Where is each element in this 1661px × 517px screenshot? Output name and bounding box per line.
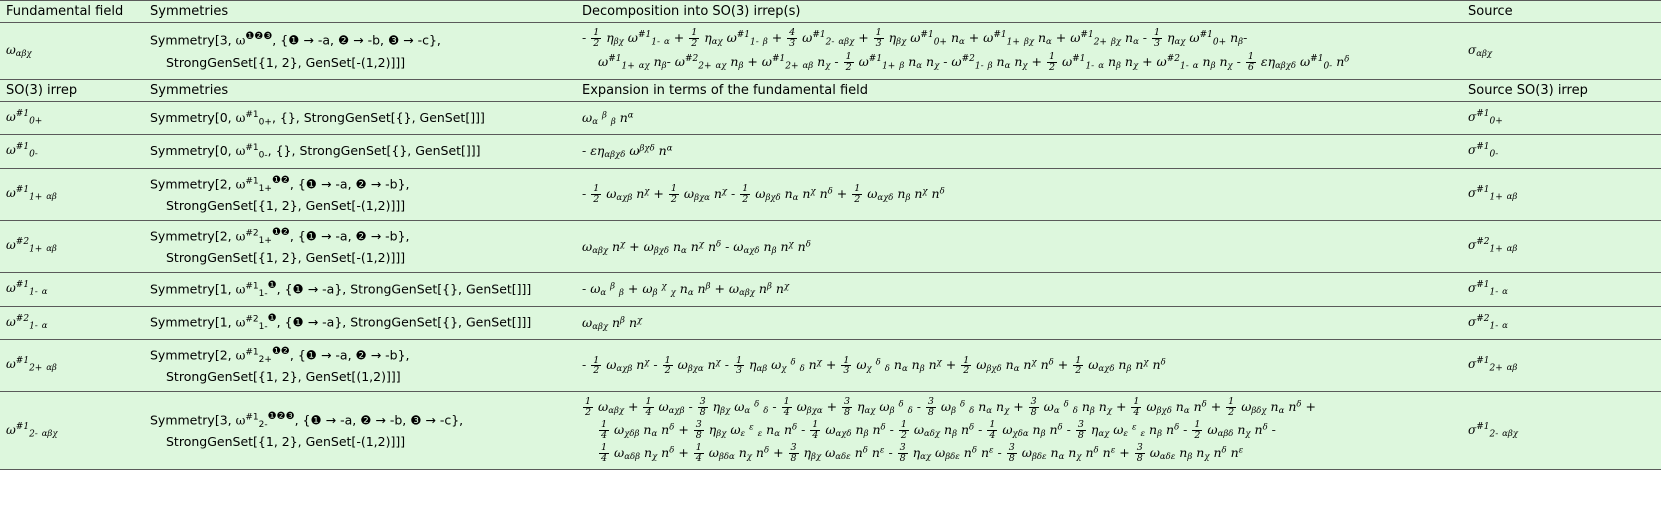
table-header-row-mid (0, 80, 1661, 102)
row-field-label: $\omega^{\#1}_{2+}$ $_{\alpha\beta}$ (0, 339, 144, 391)
row-field-label: $\omega^{\#2}_{1-}$ $_\alpha$ (0, 306, 144, 339)
table-row (0, 220, 1661, 272)
table-row (0, 23, 1661, 80)
row-source: $\sigma^{\#2}_{1-}$ $_\alpha$ (1462, 306, 1661, 339)
table-row (0, 102, 1661, 135)
row-symmetry: Symmetry[3, $\omega^{\#1}_{2-}^{❶❷❸}$, {❶ → -a, ❷ → -b, ❸ → -c}, StrongGenSet[{1, 2}, GenSet[-(1,2)]]] (144, 392, 576, 470)
row-field-label: $\omega^{\#1}_{1+}$ $_{\alpha\beta}$ (0, 168, 144, 220)
row-symmetry: Symmetry[1, $\omega^{\#2}_{1-}^❶$, {❶ → -a}, StrongGenSet[{}, GenSet[]]] (144, 306, 576, 339)
row-expansion: - $\frac{1}{2}$ $\omega_{\alpha\chi\beta}$ $n^\chi$ + $\frac{1}{2}$ $\omega_{\beta\chi\alpha}$ $n^\chi$ - $\frac{1}{2}$ $\omega_{\beta\chi\delta}$ $n_\alpha$ $n^\chi$ $n^\delta$ + $\frac{1}{2}$ $\omega_{\alpha\chi\delta}$ $n_\beta$ $n^\chi$ $n^\delta$ (576, 168, 1462, 220)
row-source: $\sigma_{\alpha\beta\chi}$ (1462, 23, 1661, 80)
header-expansion: Expansion in terms of the fundamental field (576, 80, 1462, 102)
row-source: $\sigma^{\#1}_{0+}$ (1462, 102, 1661, 135)
row-expansion: - $\frac{1}{2}$ $\omega_{\alpha\chi\beta}$ $n^\chi$ - $\frac{1}{2}$ $\omega_{\beta\chi\alpha}$ $n^\chi$ - $\frac{1}{3}$ $\eta_{\alpha\beta}$ $\omega_\chi$ $^\delta$ $_\delta$ $n^\chi$ + $\frac{1}{3}$ $\omega_\chi$ $^\delta$ $_\delta$ $n_\alpha$ $n_\beta$ $n^\chi$ + $\frac{1}{2}$ $\omega_{\beta\chi\delta}$ $n_\alpha$ $n^\chi$ $n^\delta$ + $\frac{1}{2}$ $\omega_{\alpha\chi\delta}$ $n_\beta$ $n^\chi$ $n^\delta$ (576, 339, 1462, 391)
row-field-label: $\omega^{\#1}_{1-}$ $_\alpha$ (0, 273, 144, 306)
table-row (0, 168, 1661, 220)
table-header-row-top (0, 1, 1661, 23)
row-decomposition: - $\frac{1}{2}$ $\eta_{\beta\chi}$ $\omega^{\#1}_{1-}$ $_\alpha$ + $\frac{1}{2}$ $\eta_{\alpha\chi}$ $\omega^{\#1}_{1-}$ $_\beta$ + $\frac{4}{3}$ $\omega^{\#1}_{2-}$ $_{\alpha\beta\chi}$ + $\frac{1}{3}$ $\eta_{\beta\chi}$ $\omega^{\#1}_{0+}$ $n_\alpha + \omega^{\#1}_{1+}$ $_{\beta\chi}$ $n_\alpha + \omega^{\#1}_{2+}$ $_{\beta\chi}$ $n_\alpha$ - $\frac{1}{3}$ $\eta_{\alpha\chi}$ $\omega^{\#1}_{0+}$ $n_\beta-$ $\omega^{\#1}_{1+}$ $_{\alpha\chi}$ $n_\beta-$ $\omega^{\#2}_{2+}$ $_{\alpha\chi}$ $n_\beta + \omega^{\#1}_{2+}$ $_{\alpha\beta}$ $n_\chi$ - $\frac{1}{2}$ $\omega^{\#1}_{1+}$ $_\beta$ $n_\alpha$ $n_\chi - \omega^{\#2}_{1-}$ $_\beta$ $n_\alpha$ $n_\chi$ + $\frac{1}{2}$ $\omega^{\#1}_{1-}$ $_\alpha$ $n_\beta$ $n_\chi + \omega^{\#2}_{1-}$ $_\alpha$ $n_\beta$ $n_\chi$ - $\frac{1}{6}$ $\varepsilon\eta_{\alpha\beta\chi\delta}$ $\omega^{\#1}_{0-}$ $n^\delta$ (576, 23, 1462, 80)
row-expansion: - $\omega_\alpha$ $^\beta$ $_\beta + \omega_\beta$ $^\chi$ $_\chi$ $n_\alpha$ $n^\beta + \omega_{\alpha\beta\chi}$ $n^\beta$ $n^\chi$ (576, 273, 1462, 306)
row-source: $\sigma^{\#1}_{2+}$ $_{\alpha\beta}$ (1462, 339, 1661, 391)
row-symmetry: Symmetry[2, $\omega^{\#1}_{2+}^{❶❷}$, {❶ → -a, ❷ → -b}, StrongGenSet[{1, 2}, GenSet[(1,2)]]] (144, 339, 576, 391)
row-expansion: - $\varepsilon\eta_{\alpha\beta\chi\delta}$ $\omega^{\beta\chi\delta}$ $n^\alpha$ (576, 135, 1462, 168)
row-field-label: $\omega^{\#2}_{1+}$ $_{\alpha\beta}$ (0, 220, 144, 272)
table-row (0, 306, 1661, 339)
row-source: $\sigma^{\#1}_{1+}$ $_{\alpha\beta}$ (1462, 168, 1661, 220)
row-symmetry: Symmetry[2, $\omega^{\#1}_{1+}^{❶❷}$, {❶ → -a, ❷ → -b}, StrongGenSet[{1, 2}, GenSet[-(1,2)]]] (144, 168, 576, 220)
row-field-label: $\omega_{\alpha\beta\chi}$ (0, 23, 144, 80)
row-source: $\sigma^{\#2}_{1+}$ $_{\alpha\beta}$ (1462, 220, 1661, 272)
row-source: $\sigma^{\#1}_{1-}$ $_\alpha$ (1462, 273, 1661, 306)
header-source-so3-irrep: Source SO(3) irrep (1462, 80, 1661, 102)
header-fundamental-field: Fundamental field (0, 1, 144, 23)
row-symmetry: Symmetry[2, $\omega^{\#2}_{1+}^{❶❷}$, {❶ → -a, ❷ → -b}, StrongGenSet[{1, 2}, GenSet[-(1,2)]]] (144, 220, 576, 272)
row-expansion: $\omega_{\alpha\beta\chi}$ $n^\beta$ $n^\chi$ (576, 306, 1462, 339)
row-symmetry: Symmetry[0, $\omega^{\#1}_{0+}$, {}, StrongGenSet[{}, GenSet[]]] (144, 102, 576, 135)
row-symmetry: Symmetry[0, $\omega^{\#1}_{0-}$, {}, StrongGenSet[{}, GenSet[]]] (144, 135, 576, 168)
header-so3-irrep: SO(3) irrep (0, 80, 144, 102)
row-source: $\sigma^{\#1}_{2-}$ $_{\alpha\beta\chi}$ (1462, 392, 1661, 470)
row-symmetry: Symmetry[1, $\omega^{\#1}_{1-}^❶$, {❶ → -a}, StrongGenSet[{}, GenSet[]]] (144, 273, 576, 306)
table-row (0, 392, 1661, 470)
header-decomposition: Decomposition into SO(3) irrep(s) (576, 1, 1462, 23)
table-row (0, 273, 1661, 306)
row-expansion: $\omega_{\alpha\beta\chi}$ $n^\chi + \omega_{\beta\chi\delta}$ $n_\alpha$ $n^\chi$ $n^\delta - \omega_{\alpha\chi\delta}$ $n_\beta$ $n^\chi$ $n^\delta$ (576, 220, 1462, 272)
row-symmetry: Symmetry[3, $\omega^{❶❷❸}$, {❶ → -a, ❷ → -b, ❸ → -c}, StrongGenSet[{1, 2}, GenSet[-(1,2)]]] (144, 23, 576, 80)
header-symmetries: Symmetries (144, 1, 576, 23)
row-field-label: $\omega^{\#1}_{0-}$ (0, 135, 144, 168)
row-field-label: $\omega^{\#1}_{2-}$ $_{\alpha\beta\chi}$ (0, 392, 144, 470)
header-source: Source (1462, 1, 1661, 23)
row-field-label: $\omega^{\#1}_{0+}$ (0, 102, 144, 135)
table-row (0, 135, 1661, 168)
table-row (0, 339, 1661, 391)
row-expansion: $\frac{1}{2}$ $\omega_{\alpha\beta\chi}$ + $\frac{1}{4}$ $\omega_{\alpha\chi\beta}$ - $\frac{3}{8}$ $\eta_{\beta\chi}$ $\omega_\alpha$ $^\delta$ $_\delta$ - $\frac{1}{4}$ $\omega_{\beta\chi\alpha}$ + $\frac{3}{8}$ $\eta_{\alpha\chi}$ $\omega_\beta$ $^\delta$ $_\delta$ - $\frac{3}{8}$ $\omega_\beta$ $^\delta$ $_\delta$ $n_\alpha$ $n_\chi$ + $\frac{3}{8}$ $\omega_\alpha$ $^\delta$ $_\delta$ $n_\beta$ $n_\chi$ + $\frac{1}{4}$ $\omega_{\beta\chi\delta}$ $n_\alpha$ $n^\delta$ + $\frac{1}{2}$ $\omega_{\beta\delta\chi}$ $n_\alpha$ $n^\delta$ + $\frac{1}{4}$ $\omega_{\chi\delta\beta}$ $n_\alpha$ $n^\delta$ + $\frac{3}{8}$ $\eta_{\beta\chi}$ $\omega_\varepsilon$ $^\varepsilon$ $_\varepsilon$ $n_\alpha$ $n^\delta$ - $\frac{1}{4}$ $\omega_{\alpha\chi\delta}$ $n_\beta$ $n^\delta$ - $\frac{1}{2}$ $\omega_{\alpha\delta\chi}$ $n_\beta$ $n^\delta$ - $\frac{1}{4}$ $\omega_{\chi\delta\alpha}$ $n_\beta$ $n^\delta$ - $\frac{3}{8}$ $\eta_{\alpha\chi}$ $\omega_\varepsilon$ $^\varepsilon$ $_\varepsilon$ $n_\beta$ $n^\delta$ - $\frac{1}{2}$ $\omega_{\alpha\beta\delta}$ $n_\chi$ $n^\delta$ - $\frac{1}{4}$ $\omega_{\alpha\delta\beta}$ $n_\chi$ $n^\delta$ + $\frac{1}{4}$ $\omega_{\beta\delta\alpha}$ $n_\chi$ $n^\delta$ + $\frac{3}{8}$ $\eta_{\beta\chi}$ $\omega_{\alpha\delta\varepsilon}$ $n^\delta$ $n^\varepsilon$ - $\frac{3}{8}$ $\eta_{\alpha\chi}$ $\omega_{\beta\delta\varepsilon}$ $n^\delta$ $n^\varepsilon$ - $\frac{3}{8}$ $\omega_{\beta\delta\varepsilon}$ $n_\alpha$ $n_\chi$ $n^\delta$ $n^\varepsilon$ + $\frac{3}{8}$ $\omega_{\alpha\delta\varepsilon}$ $n_\beta$ $n_\chi$ $n^\delta$ $n^\varepsilon$ (576, 392, 1462, 470)
row-expansion: $\omega_\alpha$ $^\beta$ $_\beta$ $n^\alpha$ (576, 102, 1462, 135)
row-source: $\sigma^{\#1}_{0-}$ (1462, 135, 1661, 168)
header-symmetries-2: Symmetries (144, 80, 576, 102)
